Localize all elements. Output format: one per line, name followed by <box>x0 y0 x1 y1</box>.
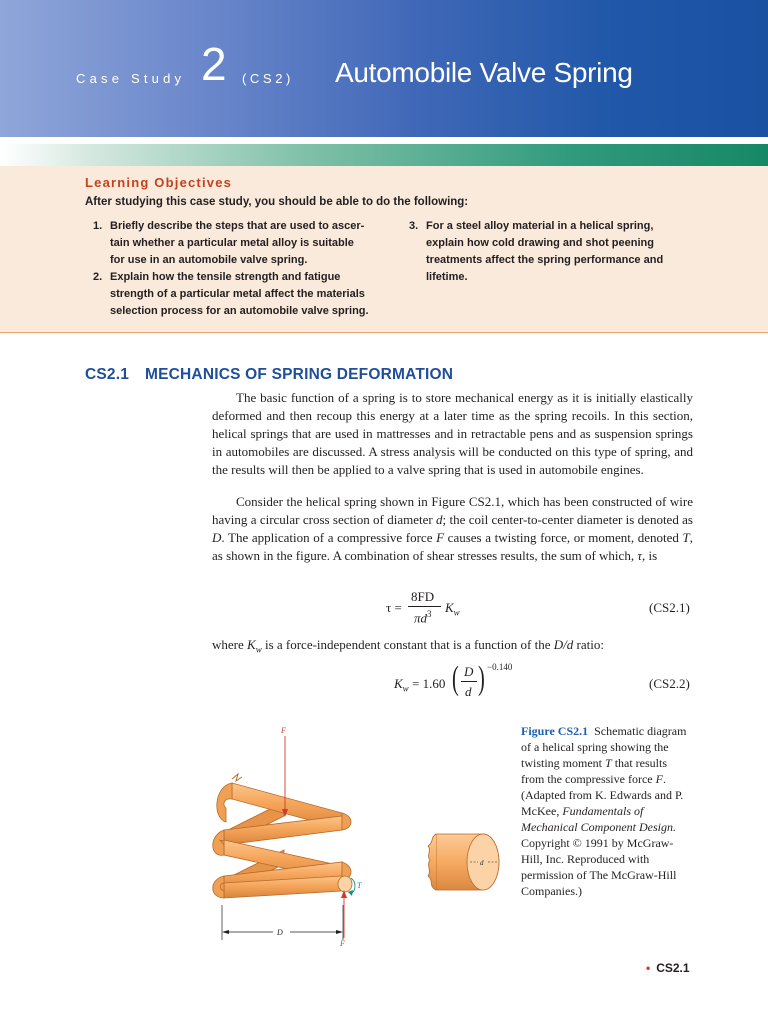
section-title: MECHANICS OF SPRING DEFORMATION <box>145 366 454 383</box>
figure-caption <box>521 723 693 899</box>
objective-line: tain whether a particular metal alloy is suitable <box>110 237 354 249</box>
eq2-denominator: d <box>465 684 472 699</box>
objective-line: explain how cold drawing and shot peening <box>426 237 654 249</box>
caption-run: Copyright © 1991 by McGraw-Hill, Inc. Reproduced with permission of The McGraw-Hill Companies.) <box>521 836 677 898</box>
figure-caption-label: Figure CS2.1 <box>521 724 589 738</box>
caption-run: Fundamentals of Mechanical Component Design. <box>521 804 676 834</box>
text-run: T <box>682 530 690 545</box>
eq1-numerator: 8FD <box>411 589 435 604</box>
text-run: ; the coil center-to-center diameter is denoted as <box>442 512 693 527</box>
text-run: , as shown in the figure. A combination of shear stresses results, the sum of which, <box>212 530 693 563</box>
page-title: Automobile Valve Spring <box>335 57 633 88</box>
eq2-lhs-text: K <box>394 676 403 691</box>
objective-line: Briefly describe the steps that are used to ascer- <box>110 220 365 232</box>
text-run: τ <box>637 548 642 563</box>
eq1-factor-subscript: w <box>453 607 460 618</box>
eq2-left-paren: ( <box>452 660 459 697</box>
objective-number: 1. <box>93 220 103 232</box>
label-D: D <box>277 928 283 937</box>
eq1-denominator-text: πd <box>414 610 428 626</box>
text-run: w <box>255 644 262 655</box>
wire-end-section <box>338 876 352 892</box>
text-run: is a force-independent constant that is a function of the <box>261 637 554 652</box>
learning-objectives-intro: After studying this case study, you should be able to do the following: <box>85 196 469 208</box>
eq2-numerator: D <box>464 664 474 679</box>
label-F-bottom: F <box>340 939 345 948</box>
label-T: T <box>357 881 362 890</box>
text-run: F <box>436 530 445 545</box>
text-run: Consider the helical spring shown in Figure CS2.1, which has been constructed of wire having a circular cross section of diameter <box>212 494 693 527</box>
eq1-factor-text: K <box>445 600 454 615</box>
caption-run: Schematic diagram of a helical spring showing the twisting moment <box>521 724 687 770</box>
objective-line: lifetime. <box>426 271 468 283</box>
objective-line: for use in an automobile valve spring. <box>110 254 308 266</box>
case-study-code: (CS2) <box>242 71 294 86</box>
page-number: CS2.1 <box>656 961 690 975</box>
caption-run: F <box>655 772 663 786</box>
text-run: ratio: <box>573 637 604 652</box>
objective-line: selection process for an automobile valve spring. <box>110 305 369 317</box>
caption-run: T <box>605 756 612 770</box>
label-F-top: F <box>281 726 286 735</box>
eq2-exponent: −0.140 <box>487 662 513 672</box>
case-study-label: Case Study <box>76 71 186 86</box>
eq2-right-paren: ) <box>478 660 485 697</box>
footer-bullet: • <box>646 961 651 975</box>
text-run: where <box>212 637 248 652</box>
eq1-denominator-exponent: 3 <box>427 609 432 619</box>
label-d: d <box>480 859 484 867</box>
eq2-lhs-subscript: w <box>402 683 409 694</box>
eq1-lhs: τ = <box>386 600 402 615</box>
caption-run: that results from the compressive force <box>521 756 668 786</box>
text-run: K <box>247 637 256 652</box>
spring-front-coils <box>224 783 342 898</box>
objective-number: 3. <box>409 220 419 232</box>
caption-run: . (Adapted from K. Edwards and P. McKee, <box>521 772 684 818</box>
objective-line: treatments affect the spring performance and <box>426 254 664 266</box>
text-run: , is <box>641 548 658 563</box>
learning-objectives-heading: Learning Objectives <box>85 175 233 190</box>
case-study-number: 2 <box>201 38 227 90</box>
objective-number: 2. <box>93 271 103 283</box>
spring-right-bends <box>342 813 351 881</box>
wire-cross-section <box>428 834 499 890</box>
text-run: . The application of a compressive force <box>221 530 437 545</box>
objective-line: strength of a particular metal affect the materials <box>110 288 365 300</box>
objective-line: For a steel alloy material in a helical spring, <box>426 220 654 232</box>
eq2-label: (CS2.2) <box>649 676 690 691</box>
text-run: d <box>436 512 443 527</box>
force-arrow-bottom <box>341 890 347 938</box>
text-run: D/d <box>553 637 574 652</box>
section-number: CS2.1 <box>85 366 130 383</box>
text-run: causes a twisting force, or moment, denoted <box>444 530 683 545</box>
eq1-label: (CS2.1) <box>649 600 690 615</box>
page-footer <box>646 961 690 975</box>
text-run: D <box>212 530 222 545</box>
paragraph-1: The basic function of a spring is to store mechanical energy as it is initially elastically deformed and then recoup this energy at a later time as the spring recoils. In this section, helical springs that are used in mattresses and in retractable pens and as suspension springs in automobiles are discussed. A stress analysis will be conducted on this type of spring, and the results will then be applied to a valve spring that is used in automobile engines. <box>212 390 693 477</box>
eq2-equals: = 1.60 <box>412 676 446 691</box>
objective-line: Explain how the tensile strength and fatigue <box>110 271 341 283</box>
